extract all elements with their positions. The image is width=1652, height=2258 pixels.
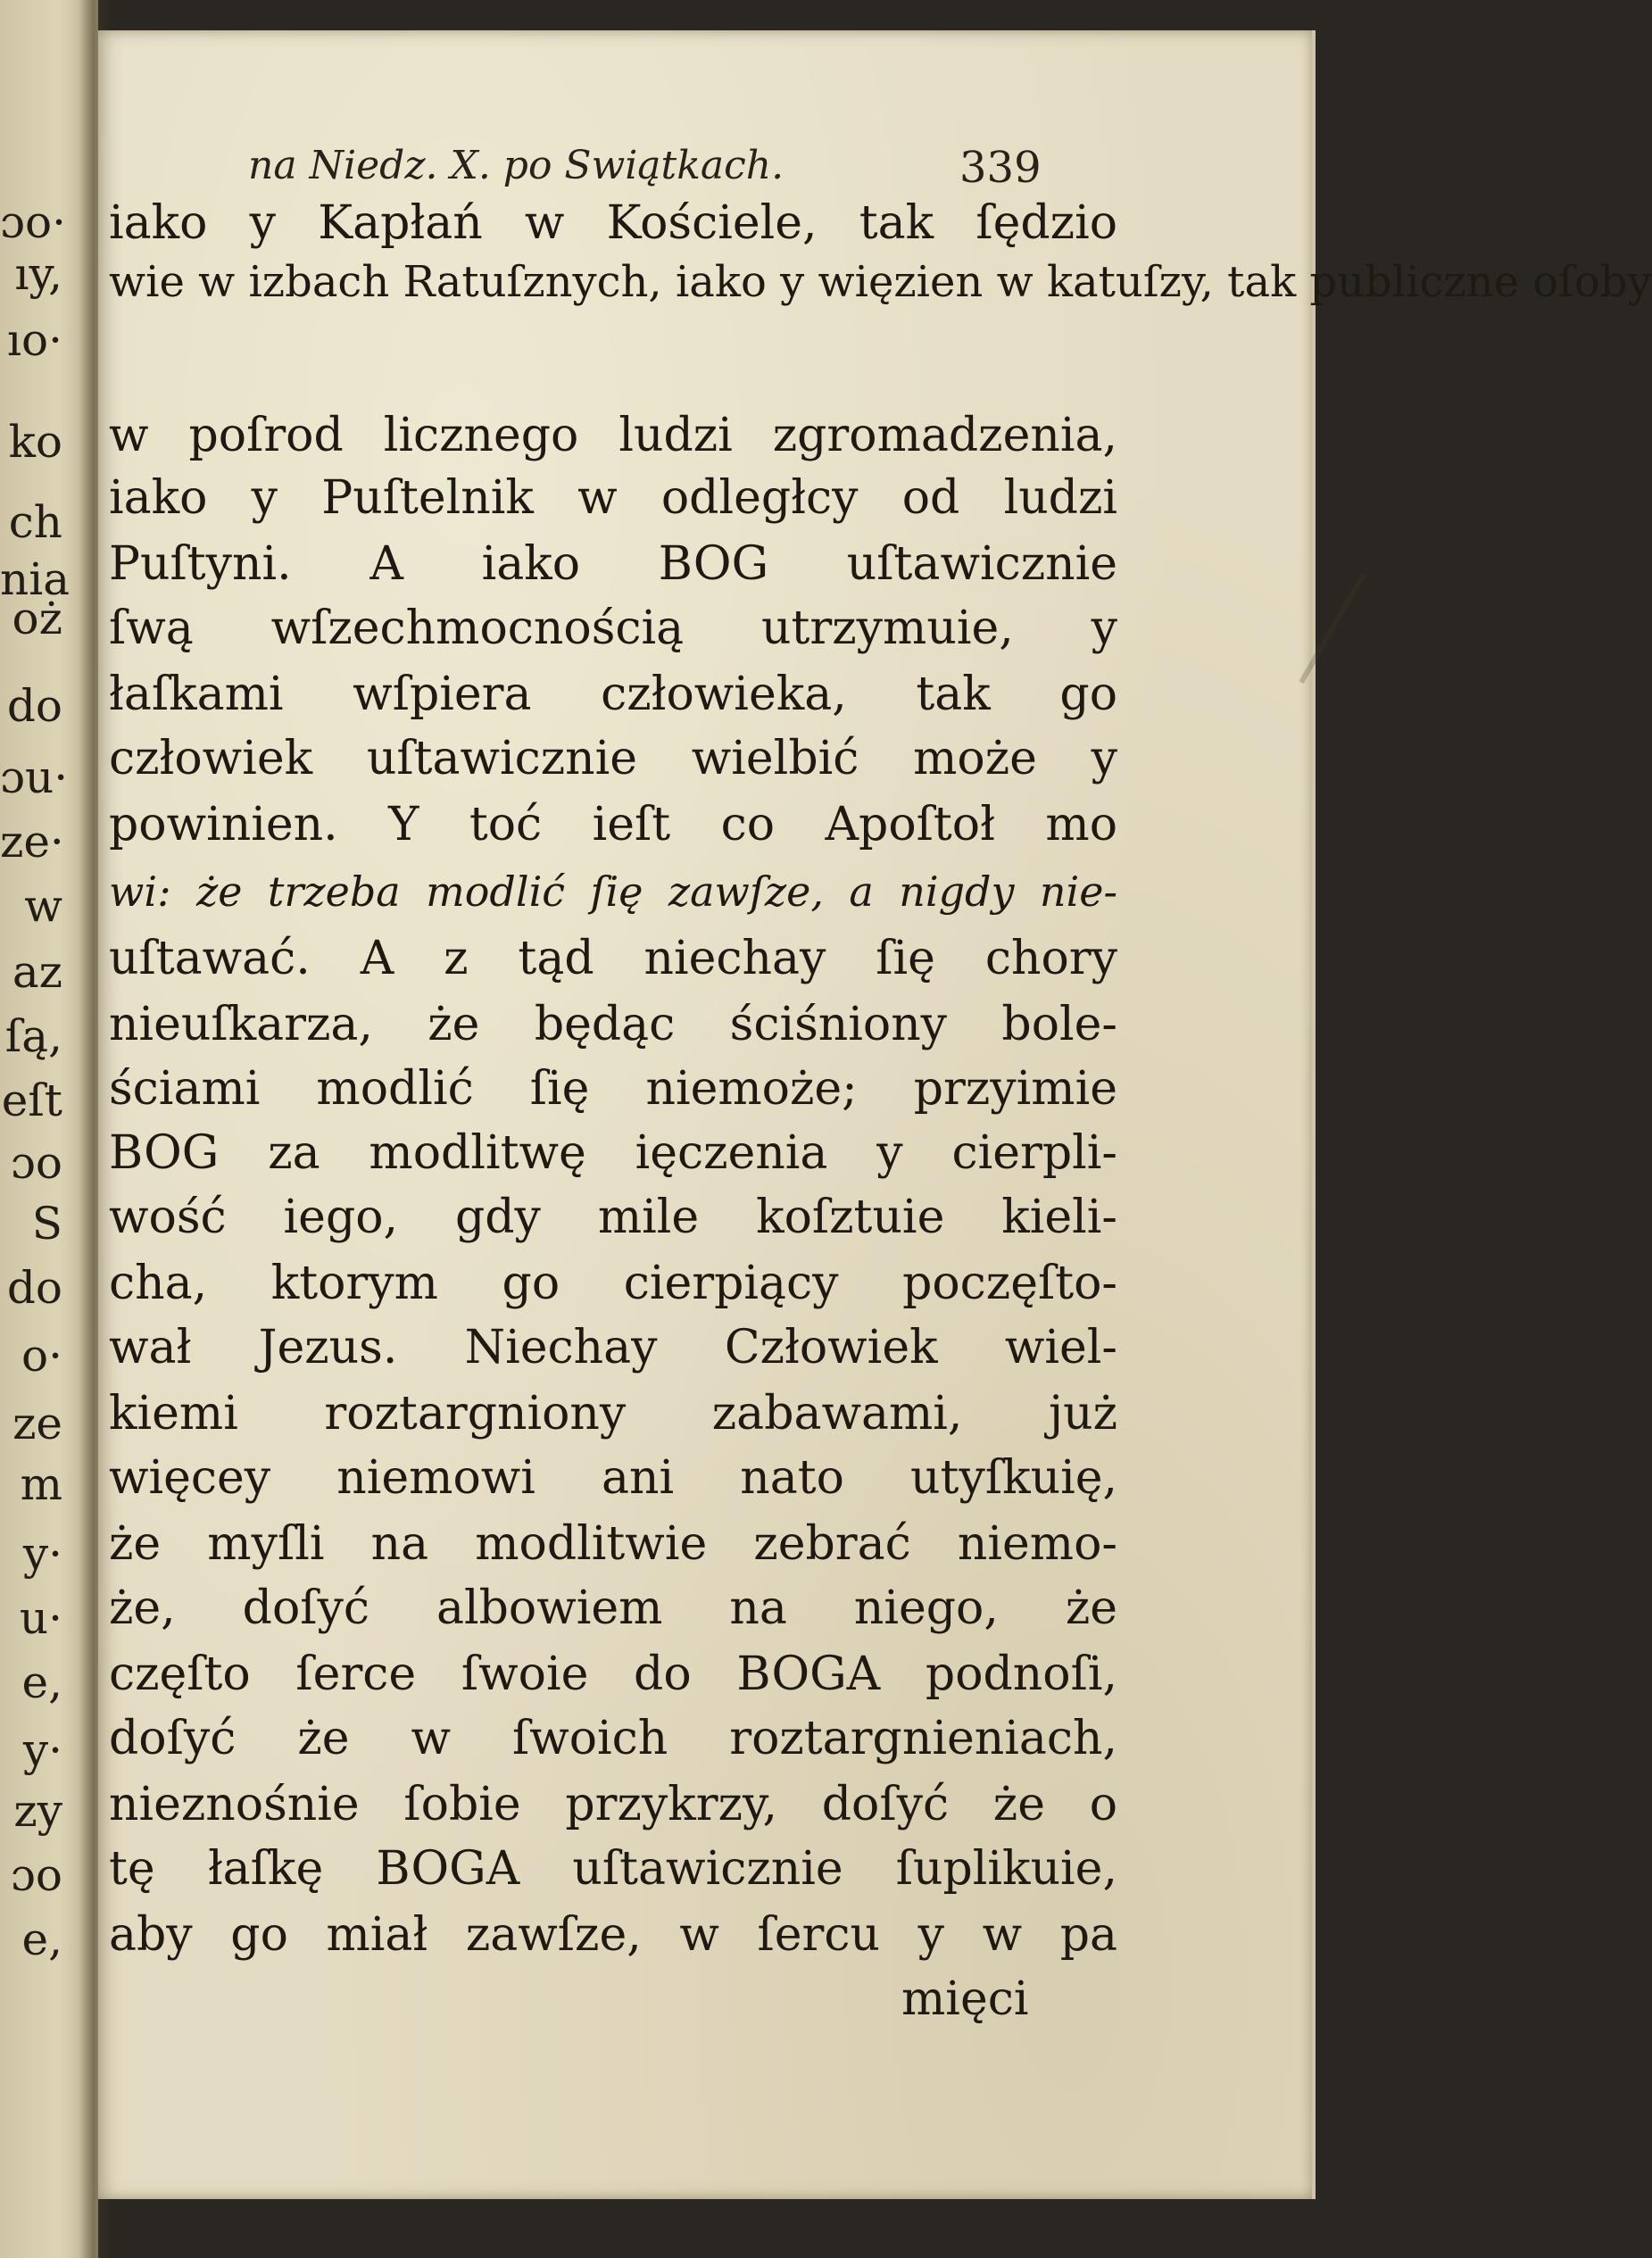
left-page-fragment: e, xyxy=(21,1656,62,1708)
text-line: człowiek uſtawicznie wielbić może y xyxy=(109,732,1117,785)
left-page-fragment: ɔu· xyxy=(0,751,69,803)
paper-mark xyxy=(1299,573,1366,684)
left-page-fragment: az xyxy=(12,946,62,998)
text-line: iako y Kapłań w Kościele, tak ſędzio xyxy=(109,196,1117,250)
left-page-fragment: ɔo xyxy=(10,1137,62,1189)
text-line: powinien. Y toć ieſt co Apoſtoł mo xyxy=(109,798,1117,851)
left-page-fragment: ɔo xyxy=(10,1849,62,1901)
text-line: że myſli na modlitwie zebrać niemo- xyxy=(109,1517,1117,1571)
text-line: wi: że trzeba modlić ſię zawſze, a nigdy nie- xyxy=(109,868,1117,916)
left-page-fragment: zy xyxy=(13,1785,62,1837)
left-page-fragment: u· xyxy=(19,1592,62,1644)
text-line: ſwą wſzechmocnością utrzymuie, y xyxy=(109,602,1117,655)
text-line: doſyć że w ſwoich roztargnieniach, xyxy=(109,1712,1117,1765)
left-page-fragment: oż xyxy=(12,593,62,644)
left-page-fragment: ko xyxy=(8,416,62,468)
text-line: że, doſyć albowiem na niego, że xyxy=(109,1581,1117,1635)
left-page-fragment: o· xyxy=(21,1330,62,1382)
text-line: łaſkami wſpiera człowieka, tak go xyxy=(109,668,1117,721)
text-line: ściami modlić ſię niemoże; przyimie xyxy=(109,1062,1117,1116)
text-line: wał Jezus. Niechay Człowiek wiel- xyxy=(109,1321,1117,1374)
text-line: tę łaſkę BOGA uſtawicznie ſuplikuie, xyxy=(109,1842,1117,1896)
text-line: nieuſkarza, że będąc ściśniony bole- xyxy=(109,998,1117,1051)
text-line: wie w izbach Ratuſznych, iako y więzien w katuſzy, tak publiczne oſoby xyxy=(109,257,1652,307)
running-header: na Niedz. X. po Swiątkach. xyxy=(248,143,784,188)
left-page-fragment: y· xyxy=(22,1724,62,1776)
text-line: więcey niemowi ani nato utyſkuię, xyxy=(109,1451,1117,1505)
text-line: w poſrod licznego ludzi zgromadzenia, xyxy=(109,409,1117,462)
left-page-fragment: ſą, xyxy=(4,1010,62,1062)
text-line: wość iego, gdy mile koſztuie kieli- xyxy=(109,1191,1117,1244)
text-line: cha, ktorym go cierpiący poczęſto- xyxy=(109,1257,1117,1310)
left-page-fragment: m xyxy=(20,1458,62,1510)
left-page-fragment: ıy, xyxy=(14,248,62,300)
left-page-fragment: eſt xyxy=(1,1075,62,1126)
left-page-fragment: do xyxy=(6,680,62,732)
text-line: BOG za modlitwę ięczenia y cierpli- xyxy=(109,1126,1117,1180)
left-page-fragment: ɔo· xyxy=(0,196,66,248)
text-line: częſto ſerce ſwoie do BOGA podnoſi, xyxy=(109,1648,1117,1701)
text-line: aby go miał zawſze, w ſercu y w pa xyxy=(109,1908,1117,1962)
page-number: 339 xyxy=(959,143,1042,193)
left-page-fragment: do xyxy=(6,1262,62,1314)
text-line: nieznośnie ſobie przykrzy, doſyć że o xyxy=(109,1778,1117,1831)
text-line: iako y Puſtelnik w odległcy od ludzi xyxy=(109,471,1117,525)
left-page-fragment: e, xyxy=(21,1913,62,1965)
left-page-fragment: nia xyxy=(0,553,71,605)
catchword: mięci xyxy=(901,1972,1029,2026)
left-page-fragment: y· xyxy=(22,1528,62,1580)
left-page-fragment: ıo· xyxy=(7,314,62,366)
left-page-fragment: ze· xyxy=(0,816,64,868)
text-line: kiemi roztargniony zabawami, już xyxy=(109,1387,1117,1440)
left-page-fragment: w xyxy=(24,880,62,932)
left-page-fragment: ze xyxy=(12,1398,62,1449)
text-line: uſtawać. A z tąd niechay ſię chory xyxy=(109,932,1117,985)
text-line: Puſtyni. A iako BOG uſtawicznie xyxy=(109,537,1117,591)
left-page-fragment: ch xyxy=(8,496,62,548)
left-page-fragment: S xyxy=(31,1198,62,1249)
